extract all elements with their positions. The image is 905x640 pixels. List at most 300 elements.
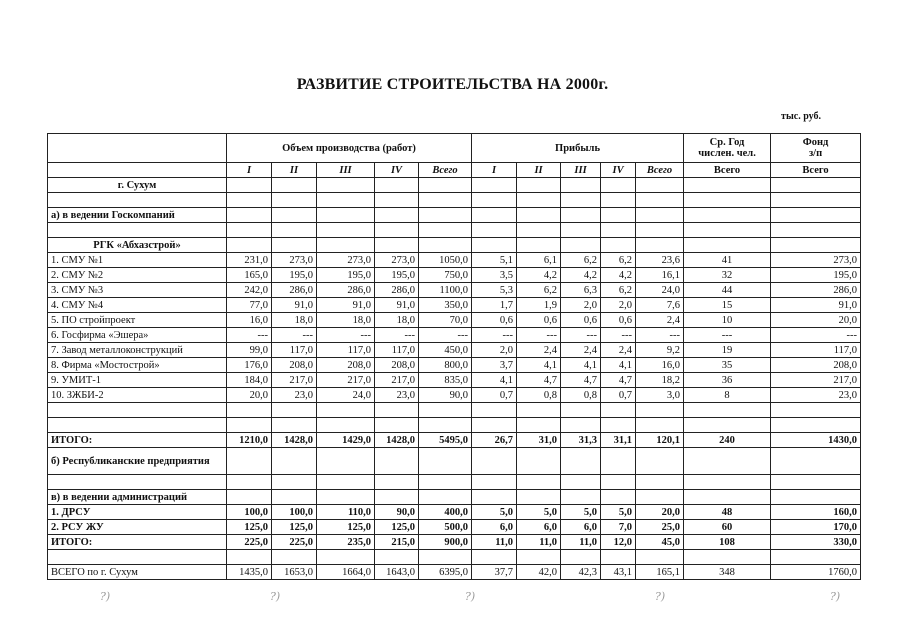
header-headcount-line2: числен. чел. [698,148,756,159]
empty-cell [636,208,684,223]
empty-cell [684,448,771,475]
profit-cell: 2,4 [517,343,561,358]
empty-cell [684,193,771,208]
fund-cell: 160,0 [771,505,861,520]
units-label: тыс. руб. [781,111,821,122]
header-profit: Прибыль [472,134,684,163]
profit-cell: 2,0 [472,343,517,358]
empty-cell [375,238,419,253]
empty-cell [48,475,227,490]
volume-cell: 195,0 [317,268,375,283]
spacer-row [48,223,861,238]
empty-cell [517,550,561,565]
header-empty [48,134,227,163]
profit-cell: --- [561,328,601,343]
section-rgk-label: РГК «Абхазстрой» [48,238,227,253]
header-total: Всего [771,163,861,178]
volume-cell: 1664,0 [317,565,375,580]
row-name: ВСЕГО по г. Сухум [48,565,227,580]
profit-cell: 3,0 [636,388,684,403]
volume-cell: 286,0 [375,283,419,298]
headcount-cell: --- [684,328,771,343]
volume-cell: 18,0 [272,313,317,328]
headcount-cell: 48 [684,505,771,520]
volume-cell: 23,0 [272,388,317,403]
volume-cell: 23,0 [375,388,419,403]
header-fund-line2: з/п [808,148,823,159]
empty-cell [227,223,272,238]
profit-cell: 2,4 [561,343,601,358]
volume-cell: 835,0 [419,373,472,388]
volume-cell: 90,0 [419,388,472,403]
empty-cell [375,208,419,223]
profit-cell: 4,2 [601,268,636,283]
profit-cell: 18,2 [636,373,684,388]
volume-cell: 18,0 [375,313,419,328]
profit-cell: 42,0 [517,565,561,580]
headcount-cell: 60 [684,520,771,535]
empty-cell [375,418,419,433]
profit-cell: 4,2 [517,268,561,283]
empty-cell [601,178,636,193]
volume-cell: 5495,0 [419,433,472,448]
fund-cell: 195,0 [771,268,861,283]
volume-cell: 400,0 [419,505,472,520]
profit-cell: 43,1 [601,565,636,580]
headcount-cell: 8 [684,388,771,403]
profit-cell: --- [472,328,517,343]
volume-cell: 16,0 [227,313,272,328]
fund-cell: 20,0 [771,313,861,328]
headcount-cell: 41 [684,253,771,268]
section-admin-label: в) в ведении администраций [48,490,227,505]
row-name: 8. Фирма «Мостострой» [48,358,227,373]
volume-cell: 70,0 [419,313,472,328]
section-republic-label: б) Республиканские предприятия [48,448,227,475]
fund-cell: --- [771,328,861,343]
profit-cell: 4,1 [472,373,517,388]
profit-cell: 5,0 [472,505,517,520]
empty-cell [684,550,771,565]
empty-cell [227,448,272,475]
empty-cell [272,418,317,433]
header-total: Всего [419,163,472,178]
empty-cell [227,178,272,193]
profit-cell: 5,0 [561,505,601,520]
empty-cell [419,208,472,223]
profit-cell: 0,6 [517,313,561,328]
empty-cell [419,448,472,475]
headcount-cell: 15 [684,298,771,313]
empty-cell [419,475,472,490]
empty-cell [472,418,517,433]
profit-cell: 37,7 [472,565,517,580]
profit-cell: 6,2 [517,283,561,298]
header-fund [771,134,861,163]
profit-cell: 165,1 [636,565,684,580]
volume-cell: 350,0 [419,298,472,313]
empty-cell [472,223,517,238]
profit-cell: 4,1 [601,358,636,373]
profit-cell: 4,2 [561,268,601,283]
empty-cell [419,193,472,208]
row-name: 2. СМУ №2 [48,268,227,283]
volume-cell: 231,0 [227,253,272,268]
profit-cell: 11,0 [472,535,517,550]
volume-cell: 1435,0 [227,565,272,580]
empty-cell [375,475,419,490]
spacer-row [48,193,861,208]
empty-cell [317,448,375,475]
empty-cell [601,193,636,208]
section-admin [48,490,861,505]
page-mark: ?) [830,590,841,603]
empty-cell [272,223,317,238]
volume-cell: 100,0 [272,505,317,520]
empty-cell [227,238,272,253]
volume-cell: 900,0 [419,535,472,550]
volume-cell: 235,0 [317,535,375,550]
volume-cell: 208,0 [317,358,375,373]
header-headcount [684,134,771,163]
volume-cell: 125,0 [227,520,272,535]
volume-cell: 225,0 [227,535,272,550]
profit-cell: 6,0 [517,520,561,535]
profit-cell: 5,1 [472,253,517,268]
headcount-cell: 32 [684,268,771,283]
empty-cell [375,550,419,565]
headcount-cell: 348 [684,565,771,580]
header-q2: II [517,163,561,178]
empty-cell [517,448,561,475]
empty-cell [601,238,636,253]
volume-cell: 242,0 [227,283,272,298]
empty-cell [684,475,771,490]
profit-cell: 2,4 [636,313,684,328]
empty-cell [472,490,517,505]
volume-cell: 176,0 [227,358,272,373]
table-row [48,298,861,313]
empty-cell [601,448,636,475]
empty-cell [636,550,684,565]
empty-cell [272,178,317,193]
construction-table [47,133,861,580]
table-row [48,373,861,388]
empty-cell [517,238,561,253]
section-rgk [48,238,861,253]
section-city-label: г. Сухум [48,178,227,193]
volume-cell: 1050,0 [419,253,472,268]
volume-cell: 1643,0 [375,565,419,580]
profit-cell: 0,6 [561,313,601,328]
empty-cell [375,490,419,505]
empty-cell [472,178,517,193]
headcount-cell: 240 [684,433,771,448]
row-name: 4. СМУ №4 [48,298,227,313]
empty-cell [272,448,317,475]
volume-cell: 225,0 [272,535,317,550]
empty-cell [375,448,419,475]
profit-cell: 3,7 [472,358,517,373]
header-volume: Объем производства (работ) [227,134,472,163]
profit-cell: 20,0 [636,505,684,520]
header-fund-line1: Фонд [802,137,829,148]
spacer-row [48,475,861,490]
volume-cell: 217,0 [272,373,317,388]
profit-cell: 0,7 [601,388,636,403]
profit-cell: 25,0 [636,520,684,535]
empty-cell [227,475,272,490]
row-name: 9. УМИТ-1 [48,373,227,388]
volume-cell: 800,0 [419,358,472,373]
table-body [48,134,861,580]
table-row [48,283,861,298]
empty-cell [561,475,601,490]
empty-cell [317,178,375,193]
fund-cell: 208,0 [771,358,861,373]
row-name: 5. ПО стройпроект [48,313,227,328]
empty-cell [561,238,601,253]
total-row [48,535,861,550]
empty-cell [684,178,771,193]
section-goscomp [48,208,861,223]
empty-cell [48,418,227,433]
profit-cell: 2,4 [601,343,636,358]
empty-cell [517,490,561,505]
header-q1: I [227,163,272,178]
empty-cell [419,403,472,418]
empty-cell [771,223,861,238]
volume-cell: 1429,0 [317,433,375,448]
volume-cell: 500,0 [419,520,472,535]
empty-cell [636,475,684,490]
profit-cell: --- [636,328,684,343]
volume-cell: 77,0 [227,298,272,313]
volume-cell: 117,0 [317,343,375,358]
page-title: РАЗВИТИЕ СТРОИТЕЛЬСТВА НА 2000г. [296,76,609,93]
volume-cell: 286,0 [317,283,375,298]
empty-cell [48,403,227,418]
header-headcount-line1: Ср. Год [709,137,745,148]
header-q4: IV [375,163,419,178]
profit-cell: 0,8 [517,388,561,403]
empty-cell [317,475,375,490]
profit-cell: 6,0 [561,520,601,535]
empty-cell [771,475,861,490]
empty-cell [472,550,517,565]
empty-cell [227,208,272,223]
empty-cell [517,403,561,418]
volume-cell: 24,0 [317,388,375,403]
page-mark: ?) [100,590,111,603]
empty-cell [317,418,375,433]
total-row [48,505,861,520]
profit-cell: 4,7 [561,373,601,388]
profit-cell: 26,7 [472,433,517,448]
spacer-row [48,418,861,433]
table-row [48,313,861,328]
empty-cell [375,178,419,193]
empty-cell [561,178,601,193]
headcount-cell: 35 [684,358,771,373]
empty-cell [472,448,517,475]
profit-cell: --- [601,328,636,343]
volume-cell: 217,0 [317,373,375,388]
empty-cell [771,490,861,505]
empty-cell [561,448,601,475]
empty-cell [317,403,375,418]
volume-cell: 90,0 [375,505,419,520]
empty-cell [272,403,317,418]
volume-cell: 273,0 [317,253,375,268]
empty-cell [517,208,561,223]
volume-cell: 100,0 [227,505,272,520]
profit-cell: 12,0 [601,535,636,550]
empty-cell [561,418,601,433]
empty-cell [636,193,684,208]
empty-cell [636,418,684,433]
empty-cell [684,208,771,223]
header-total: Всего [636,163,684,178]
empty-cell [419,550,472,565]
volume-cell: 117,0 [272,343,317,358]
empty-cell [601,223,636,238]
empty-cell [561,223,601,238]
empty-cell [684,403,771,418]
volume-cell: 125,0 [272,520,317,535]
profit-cell: 6,2 [561,253,601,268]
fund-cell: 23,0 [771,388,861,403]
empty-cell [375,193,419,208]
fund-cell: 330,0 [771,535,861,550]
empty-cell [272,193,317,208]
empty-cell [636,403,684,418]
profit-cell: 31,0 [517,433,561,448]
header-row-2 [48,163,861,178]
volume-cell: 195,0 [272,268,317,283]
profit-cell: 16,0 [636,358,684,373]
profit-cell: 31,1 [601,433,636,448]
table-row [48,358,861,373]
fund-cell: 1430,0 [771,433,861,448]
empty-cell [636,178,684,193]
empty-cell [771,178,861,193]
profit-cell: 2,0 [601,298,636,313]
section-goscomp-label: а) в ведении Госкомпаний [48,208,227,223]
profit-cell: 6,3 [561,283,601,298]
table-row [48,565,861,580]
headcount-cell: 19 [684,343,771,358]
profit-cell: 120,1 [636,433,684,448]
volume-cell: --- [227,328,272,343]
empty-cell [684,223,771,238]
volume-cell: 450,0 [419,343,472,358]
header-q1: I [472,163,517,178]
profit-cell: 6,1 [517,253,561,268]
empty-cell [375,223,419,238]
table-row [48,268,861,283]
fund-cell: 217,0 [771,373,861,388]
volume-cell: 99,0 [227,343,272,358]
empty-cell [317,550,375,565]
empty-cell [48,223,227,238]
profit-cell: 6,2 [601,253,636,268]
empty-cell [48,193,227,208]
empty-cell [771,193,861,208]
fund-cell: 117,0 [771,343,861,358]
empty-cell [771,550,861,565]
header-empty [48,163,227,178]
volume-cell: 1653,0 [272,565,317,580]
volume-cell: --- [317,328,375,343]
page-mark: ?) [270,590,281,603]
profit-cell: 4,1 [561,358,601,373]
empty-cell [272,238,317,253]
empty-cell [48,550,227,565]
volume-cell: 1428,0 [375,433,419,448]
row-name: 1. СМУ №1 [48,253,227,268]
empty-cell [517,418,561,433]
empty-cell [472,193,517,208]
profit-cell: 4,1 [517,358,561,373]
profit-cell: 0,6 [601,313,636,328]
row-name: ИТОГО: [48,535,227,550]
volume-cell: 125,0 [375,520,419,535]
profit-cell: 24,0 [636,283,684,298]
empty-cell [419,238,472,253]
volume-cell: 165,0 [227,268,272,283]
volume-cell: 20,0 [227,388,272,403]
fund-cell: 1760,0 [771,565,861,580]
profit-cell: 11,0 [561,535,601,550]
header-row-1 [48,134,861,163]
empty-cell [771,403,861,418]
empty-cell [684,238,771,253]
profit-cell: 4,7 [517,373,561,388]
empty-cell [227,490,272,505]
empty-cell [419,178,472,193]
empty-cell [227,193,272,208]
empty-cell [561,403,601,418]
volume-cell: 125,0 [317,520,375,535]
empty-cell [472,238,517,253]
table-row [48,388,861,403]
fund-cell: 286,0 [771,283,861,298]
volume-cell: 1210,0 [227,433,272,448]
volume-cell: 91,0 [272,298,317,313]
empty-cell [317,223,375,238]
row-name: ИТОГО: [48,433,227,448]
empty-cell [517,223,561,238]
profit-cell: 1,7 [472,298,517,313]
empty-cell [636,238,684,253]
empty-cell [419,490,472,505]
empty-cell [771,418,861,433]
empty-cell [419,418,472,433]
empty-cell [601,475,636,490]
header-q4: IV [601,163,636,178]
profit-cell: 4,7 [601,373,636,388]
empty-cell [472,208,517,223]
profit-cell: 31,3 [561,433,601,448]
empty-cell [317,208,375,223]
volume-cell: 18,0 [317,313,375,328]
volume-cell: 217,0 [375,373,419,388]
profit-cell: 6,0 [472,520,517,535]
empty-cell [771,208,861,223]
volume-cell: 91,0 [317,298,375,313]
volume-cell: 1428,0 [272,433,317,448]
